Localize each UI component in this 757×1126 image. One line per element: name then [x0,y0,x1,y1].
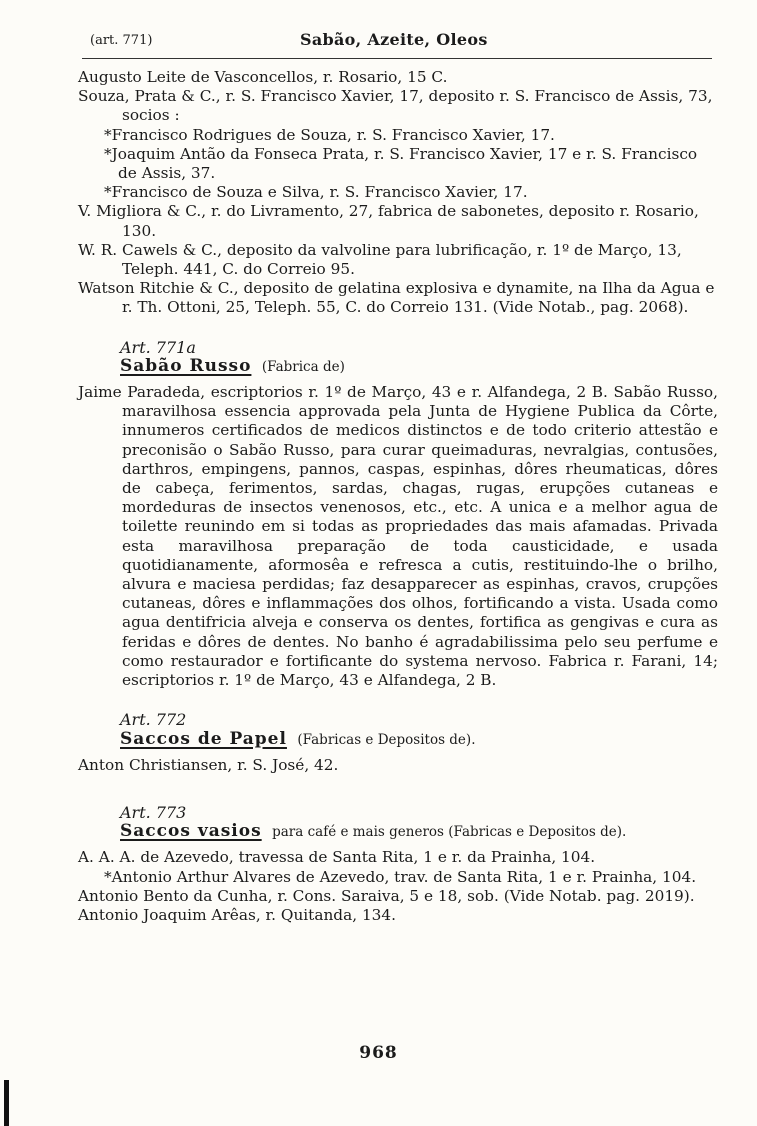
section-heading-773 [120,822,718,842]
list-entry-partner: *Joaquim Antão da Fonseca Prata, r. S. Francisco Xavier, 17 e r. S. Francisco de Assis, 37. [104,144,698,183]
section-771-entries [78,68,718,318]
article-label-772: Art. 772 [120,710,187,730]
list-entry: Antonio Joaquim Arêas, r. Quitanda, 134. [78,905,397,924]
list-entry: Souza, Prata & C., r. S. Francisco Xavier, 17, deposito r. S. Francisco de Assis, 73, socios : [78,87,713,125]
section-subtitle: para café e mais generos (Fabricas e Depositos de). [272,824,627,841]
section-subtitle: (Fabricas e Depositos de). [297,731,476,748]
list-entry: A. A. A. de Azevedo, travessa de Santa Rita, 1 e r. da Prainha, 104. [78,848,596,867]
section-title: Saccos vasios [120,821,262,842]
section-title: Saccos de Papel [120,728,287,749]
list-entry: Watson Ritchie & C., deposito de gelatina explosiva e dynamite, na Ilha da Agua e r. Th. Ottoni, 25, Teleph. 55, C. do Correio 131. (Vide Notab., pag. 2068). [78,279,715,317]
list-entry: Augusto Leite de Vasconcellos, r. Rosario, 15 C. [78,68,448,86]
section-heading-771a [120,357,718,377]
section-heading-772 [120,730,718,750]
article-label-771a: Art. 771a [120,337,196,357]
spacer [78,775,718,783]
list-entry: Anton Christiansen, r. S. José, 42. [78,755,339,774]
list-entry-partner: *Francisco Rodrigues de Souza, r. S. Francisco Xavier, 17. [104,125,555,144]
article-range: (art. 771) [90,33,153,48]
page-header [90,30,710,52]
list-entry-partner: *Francisco de Souza e Silva, r. S. Francisco Xavier, 17. [104,183,528,202]
list-entry: W. R. Cawels & C., deposito da valvoline para lubrificação, r. 1º de Março, 13, Teleph. 441, C. do Correio 95. [78,240,682,279]
list-entry: V. Migliora & C., r. do Livramento, 27, fabrica de sabonetes, deposito r. Rosario, 130. [78,202,699,240]
section-title: Sabão Russo [120,355,252,376]
page-content [78,68,718,925]
list-entry-partner: *Antonio Arthur Alvares de Azevedo, trav. de Santa Rita, 1 e r. Prainha, 104. [104,867,697,886]
list-entry: Antonio Bento da Cunha, r. Cons. Saraiva, 5 e 18, sob. (Vide Notab. pag. 2019). [78,886,695,905]
section-subtitle: (Fabrica de) [261,358,345,375]
page-number: 968 [359,1043,398,1063]
header-rule [82,58,712,59]
scan-edge-mark [4,1080,9,1126]
page-title: Sabão, Azeite, Oleos [300,30,488,49]
article-label-773: Art. 773 [120,802,187,822]
list-entry-advert: Jaime Paradeda, escriptorios r. 1º de Março, 43 e r. Alfandega, 2 B. Sabão Russo, maravilhosa essencia approvada pela Junta de Hygiene Publica da Côrte, innumeros certificados de medicos distinctos e de todo criterio attestão e preconisão o Sabão Russo, para curar queimaduras, nevralgias, contusões, darthros, empingens, pannos, caspas, espinhas, dôres rheumaticas, dôres de cabeça, ferimentos, sardas, chagas, rugas, erupções cutaneas e mordeduras de insectos venenosos, etc., etc. A unica e a melhor agua de toilette reunindo em si todas as propriedades das mais afamadas. Privada esta maravilhosa preparação de toda causticidade, e usada quotidianamente, aformosêa e refresca a cutis, restituindo-lhe o brilho, alvura e maciesa perdidas; faz desapparecer as espinhas, cravos, crupções cutaneas, dôres e inflammações dos olhos, fortificando a vista. Usada como agua dentifricia alveja e conserva os dentes, fortifica as gengivas e cura as feridas e dôres de dentes. No banho é agradabilissima pelo seu perfume e como restaurador e fortificante do systema nervoso. Fabrica r. Farani, 14; escriptorios r. 1º de Março, 43 e Alfandega, 2 B. [78,383,718,690]
